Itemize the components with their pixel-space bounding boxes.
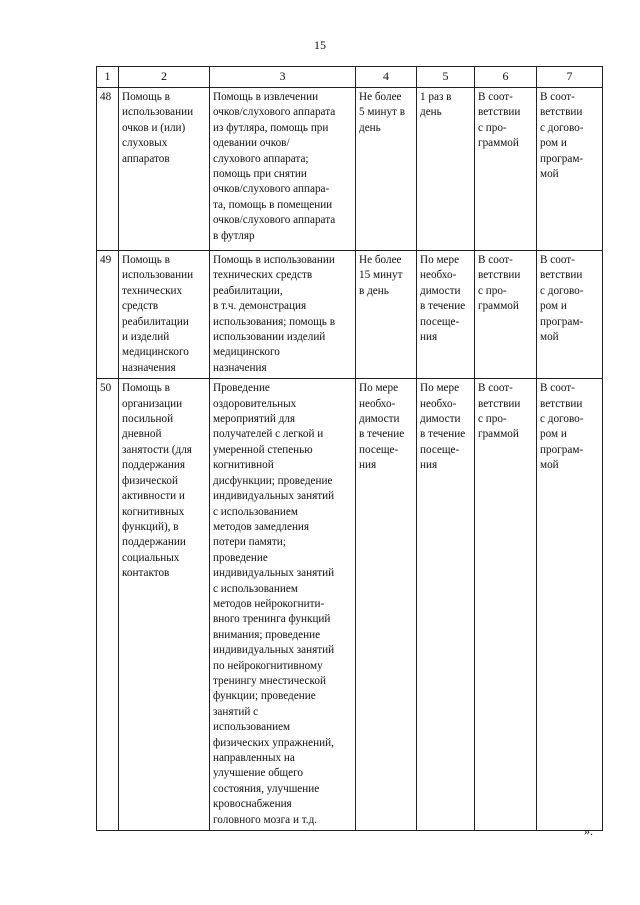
service-conditions: В соот- ветствии с про- граммой xyxy=(475,88,537,251)
service-duration: По мере необхо- димости в течение посеще- ния xyxy=(356,379,417,831)
closing-quote-mark: ». xyxy=(584,824,593,838)
service-payment: В соот- ветствии с догово- ром и програм- мой xyxy=(537,88,603,251)
service-description: Помощь в использовании технических средств реабилитации, в т.ч. демонстрация использования; помощь в использовании изделий медицинского назначения xyxy=(210,251,356,379)
table-row xyxy=(97,379,603,831)
service-duration: Не более 5 минут в день xyxy=(356,88,417,251)
table-row xyxy=(97,88,603,251)
service-description: Проведение оздоровительных мероприятий для получателей с легкой и умеренной степенью когнитивной дисфункции; проведение индивидуальных занятий с использованием методов замедления потери памяти; проведение индивидуальных занятий с использованием методов нейрокогнити- вного тренинга функций внимания; проведение индивидуальных занятий по нейрокогнитивному тренингу мнестической функции; проведение занятий с использованием физических упражнений, направленных на улучшение общего состояния, улучшение кровоснабжения головного мозга и т.д. xyxy=(210,379,356,831)
service-description: Помощь в извлечении очков/слухового аппарата из футляра, помощь при одевании очков/ слухового аппарата; помощь при снятии очков/слухового аппара- та, помощь в помещении очков/слухового аппарата в футляр xyxy=(210,88,356,251)
service-conditions: В соот- ветствии с про- граммой xyxy=(475,379,537,831)
row-number: 49 xyxy=(97,251,119,379)
service-name: Помощь в использовании очков и (или) слуховых аппаратов xyxy=(119,88,210,251)
service-frequency: По мере необхо- димости в течение посеще- ния xyxy=(417,251,475,379)
service-duration: Не более 15 минут в день xyxy=(356,251,417,379)
service-name: Помощь в организации посильной дневной занятости (для поддержания физической активности и когнитивных функций), в поддержании социальных контактов xyxy=(119,379,210,831)
column-number-1: 1 xyxy=(97,67,119,88)
column-number-2: 2 xyxy=(119,67,210,88)
service-payment: В соот- ветствии с догово- ром и програм- мой xyxy=(537,251,603,379)
service-name: Помощь в использовании технических средств реабилитации и изделий медицинского назначения xyxy=(119,251,210,379)
page-number: 15 xyxy=(314,38,326,52)
column-number-6: 6 xyxy=(475,67,537,88)
table-header-row xyxy=(97,67,603,88)
service-frequency: По мере необхо- димости в течение посеще- ния xyxy=(417,379,475,831)
services-table xyxy=(96,66,603,831)
row-number: 50 xyxy=(97,379,119,831)
column-number-7: 7 xyxy=(537,67,603,88)
service-frequency: 1 раз в день xyxy=(417,88,475,251)
column-number-4: 4 xyxy=(356,67,417,88)
column-number-3: 3 xyxy=(210,67,356,88)
column-number-5: 5 xyxy=(417,67,475,88)
service-payment: В соот- ветствии с догово- ром и програм- мой xyxy=(537,379,603,831)
row-number: 48 xyxy=(97,88,119,251)
table-row xyxy=(97,251,603,379)
service-conditions: В соот- ветствии с про- граммой xyxy=(475,251,537,379)
